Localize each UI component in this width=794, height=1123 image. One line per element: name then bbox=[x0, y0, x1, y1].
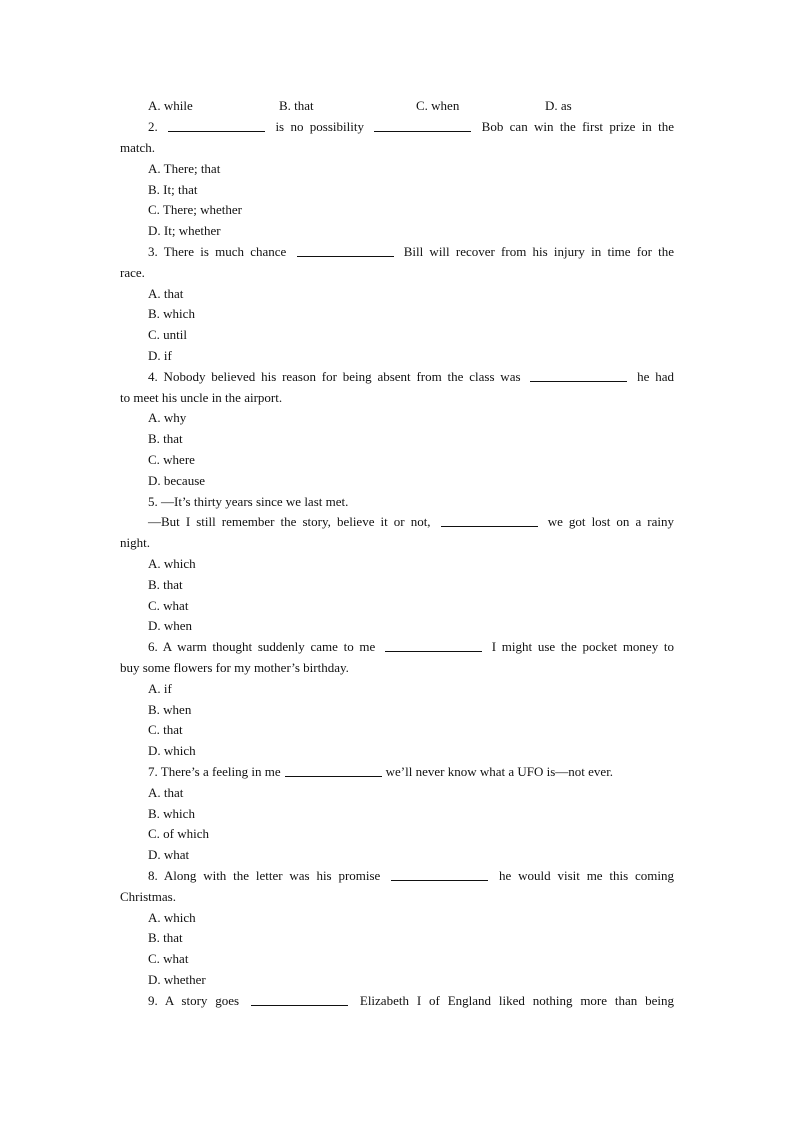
q2-option-a: A. There; that bbox=[148, 161, 221, 176]
q3-option-d: D. if bbox=[148, 348, 172, 363]
q8-stem-before: 8. Along with the letter was his promise bbox=[148, 868, 381, 883]
q5-option-d: D. when bbox=[148, 618, 193, 633]
q6-option-b: B. when bbox=[148, 702, 192, 717]
q7-option-c: C. of which bbox=[148, 826, 210, 841]
q6-option-a: A. if bbox=[148, 681, 172, 696]
q7-stem-after: we’ll never know what a UFO is—not ever. bbox=[385, 764, 614, 779]
q2-option-c: C. There; whether bbox=[148, 202, 242, 217]
q3-option-c: C. until bbox=[148, 327, 188, 342]
q6-stem-after: I might use the pocket money to bbox=[491, 639, 675, 654]
q5-option-a: A. which bbox=[148, 556, 196, 571]
q3-stem-after: Bill will recover from his injury in time for the bbox=[403, 244, 675, 259]
q3-stem bbox=[148, 242, 674, 263]
q4-stem-after: he had bbox=[637, 369, 675, 384]
q3-stem-cont: race. bbox=[120, 265, 145, 280]
q8-blank bbox=[391, 867, 488, 881]
q2-option-b: B. It; that bbox=[148, 182, 198, 197]
q9-stem bbox=[148, 991, 674, 1012]
q8-option-c: C. what bbox=[148, 951, 189, 966]
q7-stem-before: 7. There’s a feeling in me bbox=[148, 764, 281, 779]
q6-option-c: C. that bbox=[148, 722, 183, 737]
q2-stem bbox=[148, 117, 674, 138]
q4-stem-before: 4. Nobody believed his reason for being absent from the class was bbox=[148, 369, 521, 384]
q1-options bbox=[148, 96, 598, 117]
q5-stem-before: —But I still remember the story, believe it or not, bbox=[148, 514, 431, 529]
q7-option-b: B. which bbox=[148, 806, 195, 821]
q2-stem-mid: is no possibility bbox=[275, 119, 364, 134]
q9-stem-after: Elizabeth I of England liked nothing more than being bbox=[359, 993, 675, 1008]
q4-option-a: A. why bbox=[148, 410, 187, 425]
q8-stem bbox=[148, 866, 674, 887]
q2-option-d: D. It; whether bbox=[148, 223, 221, 238]
q2-stem-after: Bob can win the first prize in the bbox=[481, 119, 675, 134]
q7-stem bbox=[148, 762, 674, 783]
q5-stem-line1: 5. —It’s thirty years since we last met. bbox=[148, 494, 349, 509]
q1-option-d: D. as bbox=[545, 98, 572, 113]
q5-option-c: C. what bbox=[148, 598, 189, 613]
q7-option-d: D. what bbox=[148, 847, 190, 862]
q4-option-d: D. because bbox=[148, 473, 206, 488]
q6-option-d: D. which bbox=[148, 743, 196, 758]
q8-stem-after: he would visit me this coming bbox=[499, 868, 675, 883]
q2-blank-1 bbox=[168, 118, 265, 132]
q3-option-b: B. which bbox=[148, 306, 195, 321]
q6-blank bbox=[385, 638, 482, 652]
q9-stem-before: 9. A story goes bbox=[148, 993, 240, 1008]
q6-stem-before: 6. A warm thought suddenly came to me bbox=[148, 639, 376, 654]
q7-option-a: A. that bbox=[148, 785, 184, 800]
q5-stem bbox=[148, 512, 674, 533]
q1-option-a: A. while bbox=[148, 98, 193, 113]
q4-stem bbox=[148, 367, 674, 388]
q1-option-c: C. when bbox=[416, 98, 460, 113]
q9-blank bbox=[251, 992, 348, 1006]
q8-option-d: D. whether bbox=[148, 972, 206, 987]
q8-option-a: A. which bbox=[148, 910, 196, 925]
q7-blank bbox=[285, 763, 382, 777]
q1-option-b: B. that bbox=[279, 98, 314, 113]
q5-option-b: B. that bbox=[148, 577, 183, 592]
q5-stem-after: we got lost on a rainy bbox=[547, 514, 675, 529]
q4-option-b: B. that bbox=[148, 431, 183, 446]
q4-stem-cont: to meet his uncle in the airport. bbox=[120, 390, 283, 405]
q3-stem-before: 3. There is much chance bbox=[148, 244, 287, 259]
q6-stem-cont: buy some flowers for my mother’s birthday. bbox=[120, 660, 349, 675]
q2-stem-cont: match. bbox=[120, 140, 156, 155]
q2-blank-2 bbox=[374, 118, 471, 132]
q4-blank bbox=[530, 368, 627, 382]
q5-stem-cont: night. bbox=[120, 535, 150, 550]
q4-option-c: C. where bbox=[148, 452, 195, 467]
q3-blank bbox=[297, 243, 394, 257]
q8-stem-cont: Christmas. bbox=[120, 889, 176, 904]
q5-blank bbox=[441, 513, 538, 527]
q6-stem bbox=[148, 637, 674, 658]
q8-option-b: B. that bbox=[148, 930, 183, 945]
q3-option-a: A. that bbox=[148, 286, 184, 301]
q2-number: 2. bbox=[148, 119, 158, 134]
